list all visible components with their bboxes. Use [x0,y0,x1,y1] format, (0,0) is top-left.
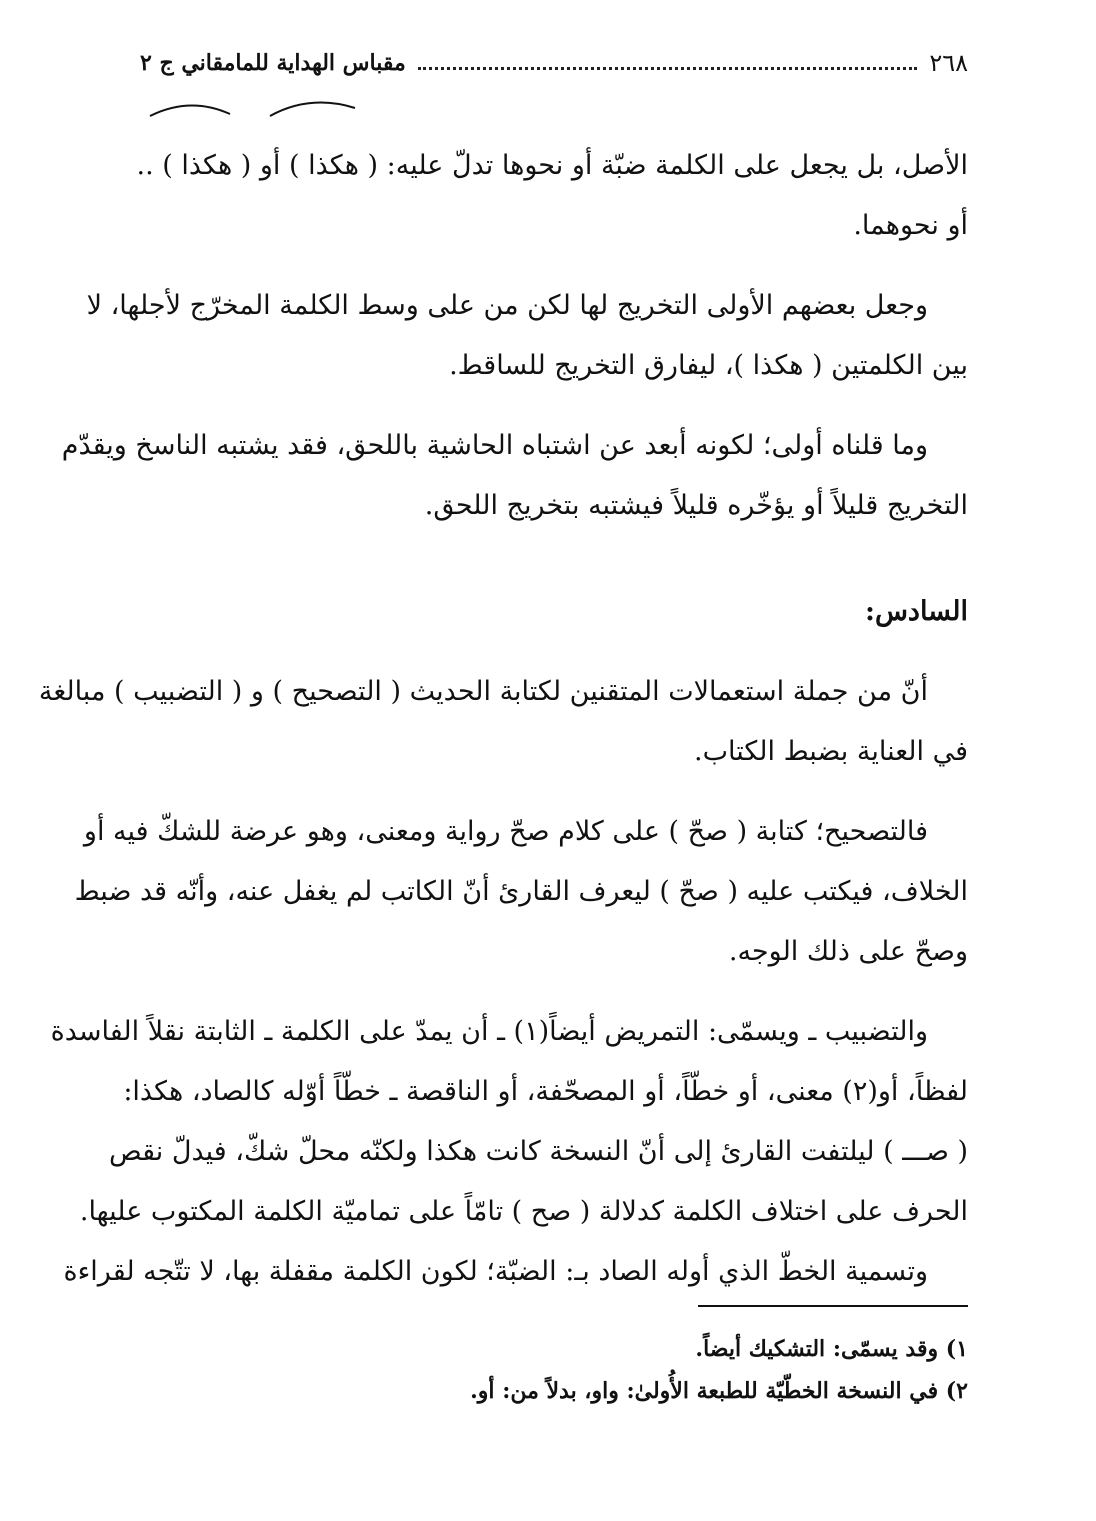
text-line: الحرف على اختلاف الكلمة كدلالة ( صح ) تامّاً على تماميّة الكلمة المكتوب عليها. [79,1196,968,1227]
text-line: أنّ من جملة استعمالات المتقنين لكتابة الحديث ( التصحيح ) و ( التضبيب ) مبالغة [38,676,928,707]
section-heading: السادس: [865,596,968,627]
text-line: التخريج قليلاً أو يؤخّره قليلاً فيشتبه بتخريج اللحق. [424,490,968,521]
text-line: أو نحوهما. [853,210,968,241]
dabba-arc-a [150,105,230,116]
text-line: ( صـــ ) ليلتفت القارئ إلى أنّ النسخة كانت هكذا ولكنّه محلّ شكّ، فيدلّ نقص [109,1136,968,1167]
footnotes [140,1328,968,1412]
text-line: الخلاف، فيكتب عليه ( صحّ ) ليعرف القارئ أنّ الكاتب لم يغفل عنه، وأنّه قد ضبط [74,876,968,907]
running-title: مقباس الهداية للمامقاني ج ٢ [140,50,406,76]
text-line: والتضبيب ـ ويسمّى: التمريض أيضاً(١) ـ أن يمدّ على الكلمة ـ الثابتة نقلاً الفاسدة [50,1016,928,1047]
footnote-2: ٢) في النسخة الخطّيّة للطبعة الأُولىٰ: واو، بدلاً من: أو. [470,1378,968,1404]
footnote-separator [698,1305,968,1307]
text-line: الأصل، بل يجعل على الكلمة ضبّة أو نحوها تدلّ عليه: ( هكذا ) أو ( هكذا ) .. [136,150,968,181]
text-line: في العناية بضبط الكتاب. [694,736,968,767]
footnote-1: ١) وقد يسمّى: التشكيك أيضاً. [695,1336,968,1362]
dabba-mark-sample [140,86,370,126]
main-text [38,136,968,1302]
dabba-arc-b [270,103,355,116]
text-line: بين الكلمتين ( هكذا )، ليفارق التخريج للساقط. [449,350,968,381]
text-line: وجعل بعضهم الأولى التخريج لها لكن من على وسط الكلمة المخرّج لأجلها، لا [86,290,928,321]
text-line: وما قلناه أولى؛ لكونه أبعد عن اشتباه الحاشية باللحق، فقد يشتبه الناسخ ويقدّم [61,430,928,461]
text-line: وتسمية الخطّ الذي أوله الصاد بـ: الضبّة؛ لكون الكلمة مقفلة بها، لا تتّجه لقراءة [63,1256,928,1287]
text-line: وصحّ على ذلك الوجه. [728,936,968,967]
text-line: فالتصحيح؛ كتابة ( صحّ ) على كلام صحّ رواية ومعنى، وهو عرضة للشكّ فيه أو [83,816,928,847]
page-number: ٢٦٨ [929,49,968,77]
header-dot-leader [418,67,918,70]
text-line: لفظاً، أو(٢) معنى، أو خطّاً، أو المصحّفة، أو الناقصة ـ خطّاً أوّله كالصاد، هكذا: [123,1076,968,1107]
running-header [140,46,968,80]
